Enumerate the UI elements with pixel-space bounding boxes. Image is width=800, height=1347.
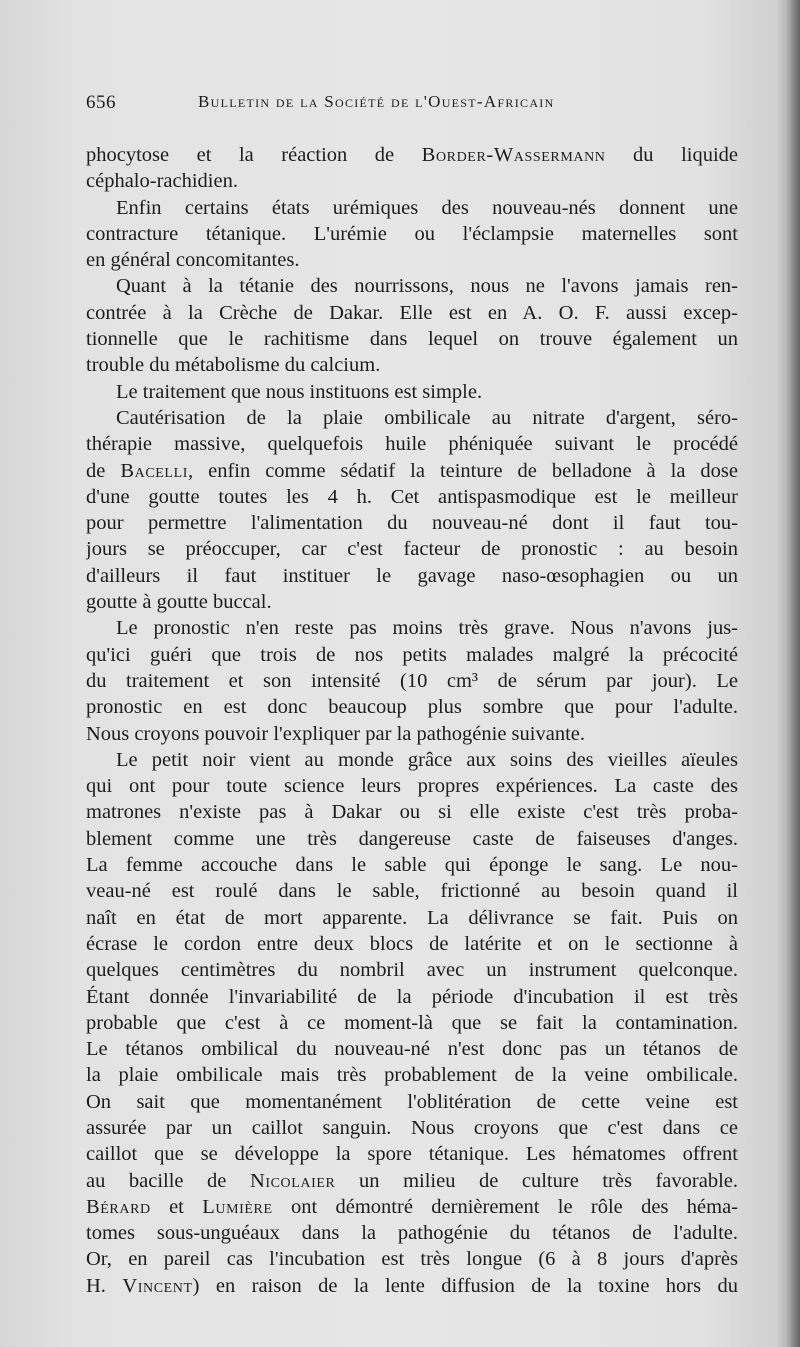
- text-line: matrones n'existe pas à Dakar ou si elle existe c'est très proba-: [86, 801, 738, 824]
- proper-name: Bacelli: [120, 459, 188, 482]
- page-header: [86, 92, 746, 118]
- text-line: Étant donnée l'invariabilité de la période d'incubation il est très: [86, 985, 738, 1008]
- text-line: Le tétanos ombilical du nouveau-né n'est donc pas un tétanos de: [86, 1038, 738, 1061]
- text-line: Cautérisation de la plaie ombilicale au nitrate d'argent, séro-: [116, 406, 738, 429]
- text-line: quelques centimètres du nombril avec un instrument quelconque.: [86, 959, 738, 982]
- text-line: Le traitement que nous instituons est simple.: [116, 380, 483, 403]
- page-number: 656: [86, 92, 116, 113]
- running-head: Bulletin de la Société de l'Ouest-Africain: [198, 92, 555, 111]
- text-line: Le pronostic n'en reste pas moins très grave. Nous n'avons jus-: [116, 617, 738, 640]
- text-line: La femme accouche dans le sable qui éponge le sang. Le nou-: [86, 854, 738, 877]
- text-line: Le petit noir vient au monde grâce aux soins des vieilles aïeules: [116, 748, 738, 771]
- text-line: Nous croyons pouvoir l'expliquer par la pathogénie suivante.: [86, 722, 585, 745]
- text-line: Enfin certains états urémiques des nouveau-nés donnent une: [116, 196, 738, 219]
- text-line: naît en état de mort apparente. La délivrance se fait. Puis on: [86, 906, 738, 929]
- text-line: écrase le cordon entre deux blocs de latérite et on le sectionne à: [86, 932, 738, 955]
- proper-name: Nicolaier: [249, 1169, 336, 1192]
- proper-name: Border-Wassermann: [421, 144, 606, 166]
- text-line: probable que c'est à ce moment-là que se fait la contamination.: [86, 1011, 738, 1034]
- text-line: tomes sous-unguéaux dans la pathogénie du tétanos de l'adulte.: [86, 1222, 738, 1245]
- proper-name: Lumière: [202, 1195, 273, 1218]
- text-line: caillot que se développe la spore tétanique. Les hématomes offrent: [86, 1143, 738, 1166]
- text-line: en général concomitantes.: [86, 249, 300, 272]
- text-line: au bacille de Nicolaier un milieu de culture très favorable.: [86, 1169, 738, 1192]
- text-line: blement comme une très dangereuse caste de faiseuses d'anges.: [86, 827, 738, 850]
- text-line: contrée à la Crèche de Dakar. Elle est en A. O. F. aussi excep-: [86, 301, 738, 324]
- text-line: d'ailleurs il faut instituer le gavage naso-œsophagien ou un: [86, 564, 738, 587]
- text-line: contracture tétanique. L'urémie ou l'éclampsie maternelles sont: [86, 222, 738, 245]
- text-line: pronostic en est donc beaucoup plus sombre que pour l'adulte.: [86, 696, 738, 719]
- text-line: Or, en pareil cas l'incubation est très longue (6 à 8 jours d'après: [86, 1248, 738, 1271]
- text-line: Quant à la tétanie des nourrissons, nous ne l'avons jamais ren-: [116, 275, 738, 298]
- text-line: de Bacelli, enfin comme sédatif la teinture de belladone à la dose: [86, 459, 738, 482]
- text-line: phocytose et la réaction de Border-Wassermann du liquide: [86, 144, 738, 166]
- text-line: thérapie massive, quelquefois huile phéniquée suivant le procédé: [86, 433, 738, 456]
- text-line: d'une goutte toutes les 4 h. Cet antispasmodique est le meilleur: [86, 485, 738, 508]
- text-line: Bérard et Lumière ont démontré dernièrement le rôle des héma-: [86, 1195, 738, 1218]
- text-line: assurée par un caillot sanguin. Nous croyons que c'est dans ce: [86, 1116, 738, 1139]
- text-line: trouble du métabolisme du calcium.: [86, 354, 381, 377]
- text-line: céphalo-rachidien.: [86, 170, 238, 193]
- text-line: qui ont pour toute science leurs propres expériences. La caste des: [86, 775, 738, 798]
- text-line: goutte à goutte buccal.: [86, 591, 272, 614]
- text-line: pour permettre l'alimentation du nouveau-né dont il faut tou-: [86, 512, 738, 535]
- text-line: On sait que momentanément l'oblitération de cette veine est: [86, 1090, 738, 1113]
- body-text: [86, 142, 738, 1299]
- text-line: H. Vincent) en raison de la lente diffusion de la toxine hors du: [86, 1274, 738, 1297]
- text-line: veau-né est roulé dans le sable, frictionné au besoin quand il: [86, 880, 738, 903]
- proper-name: Vincent: [122, 1274, 193, 1297]
- text-line: la plaie ombilicale mais très probablement de la veine ombilicale.: [86, 1064, 738, 1087]
- proper-name: Bérard: [86, 1195, 151, 1218]
- text-line: tionnelle que le rachitisme dans lequel on trouve également un: [86, 328, 738, 351]
- text-line: qu'ici guéri que trois de nos petits malades malgré la précocité: [86, 643, 738, 666]
- text-line: du traitement et son intensité (10 cm³ de sérum par jour). Le: [86, 669, 738, 692]
- text-line: jours se préoccuper, car c'est facteur de pronostic : au besoin: [86, 538, 738, 561]
